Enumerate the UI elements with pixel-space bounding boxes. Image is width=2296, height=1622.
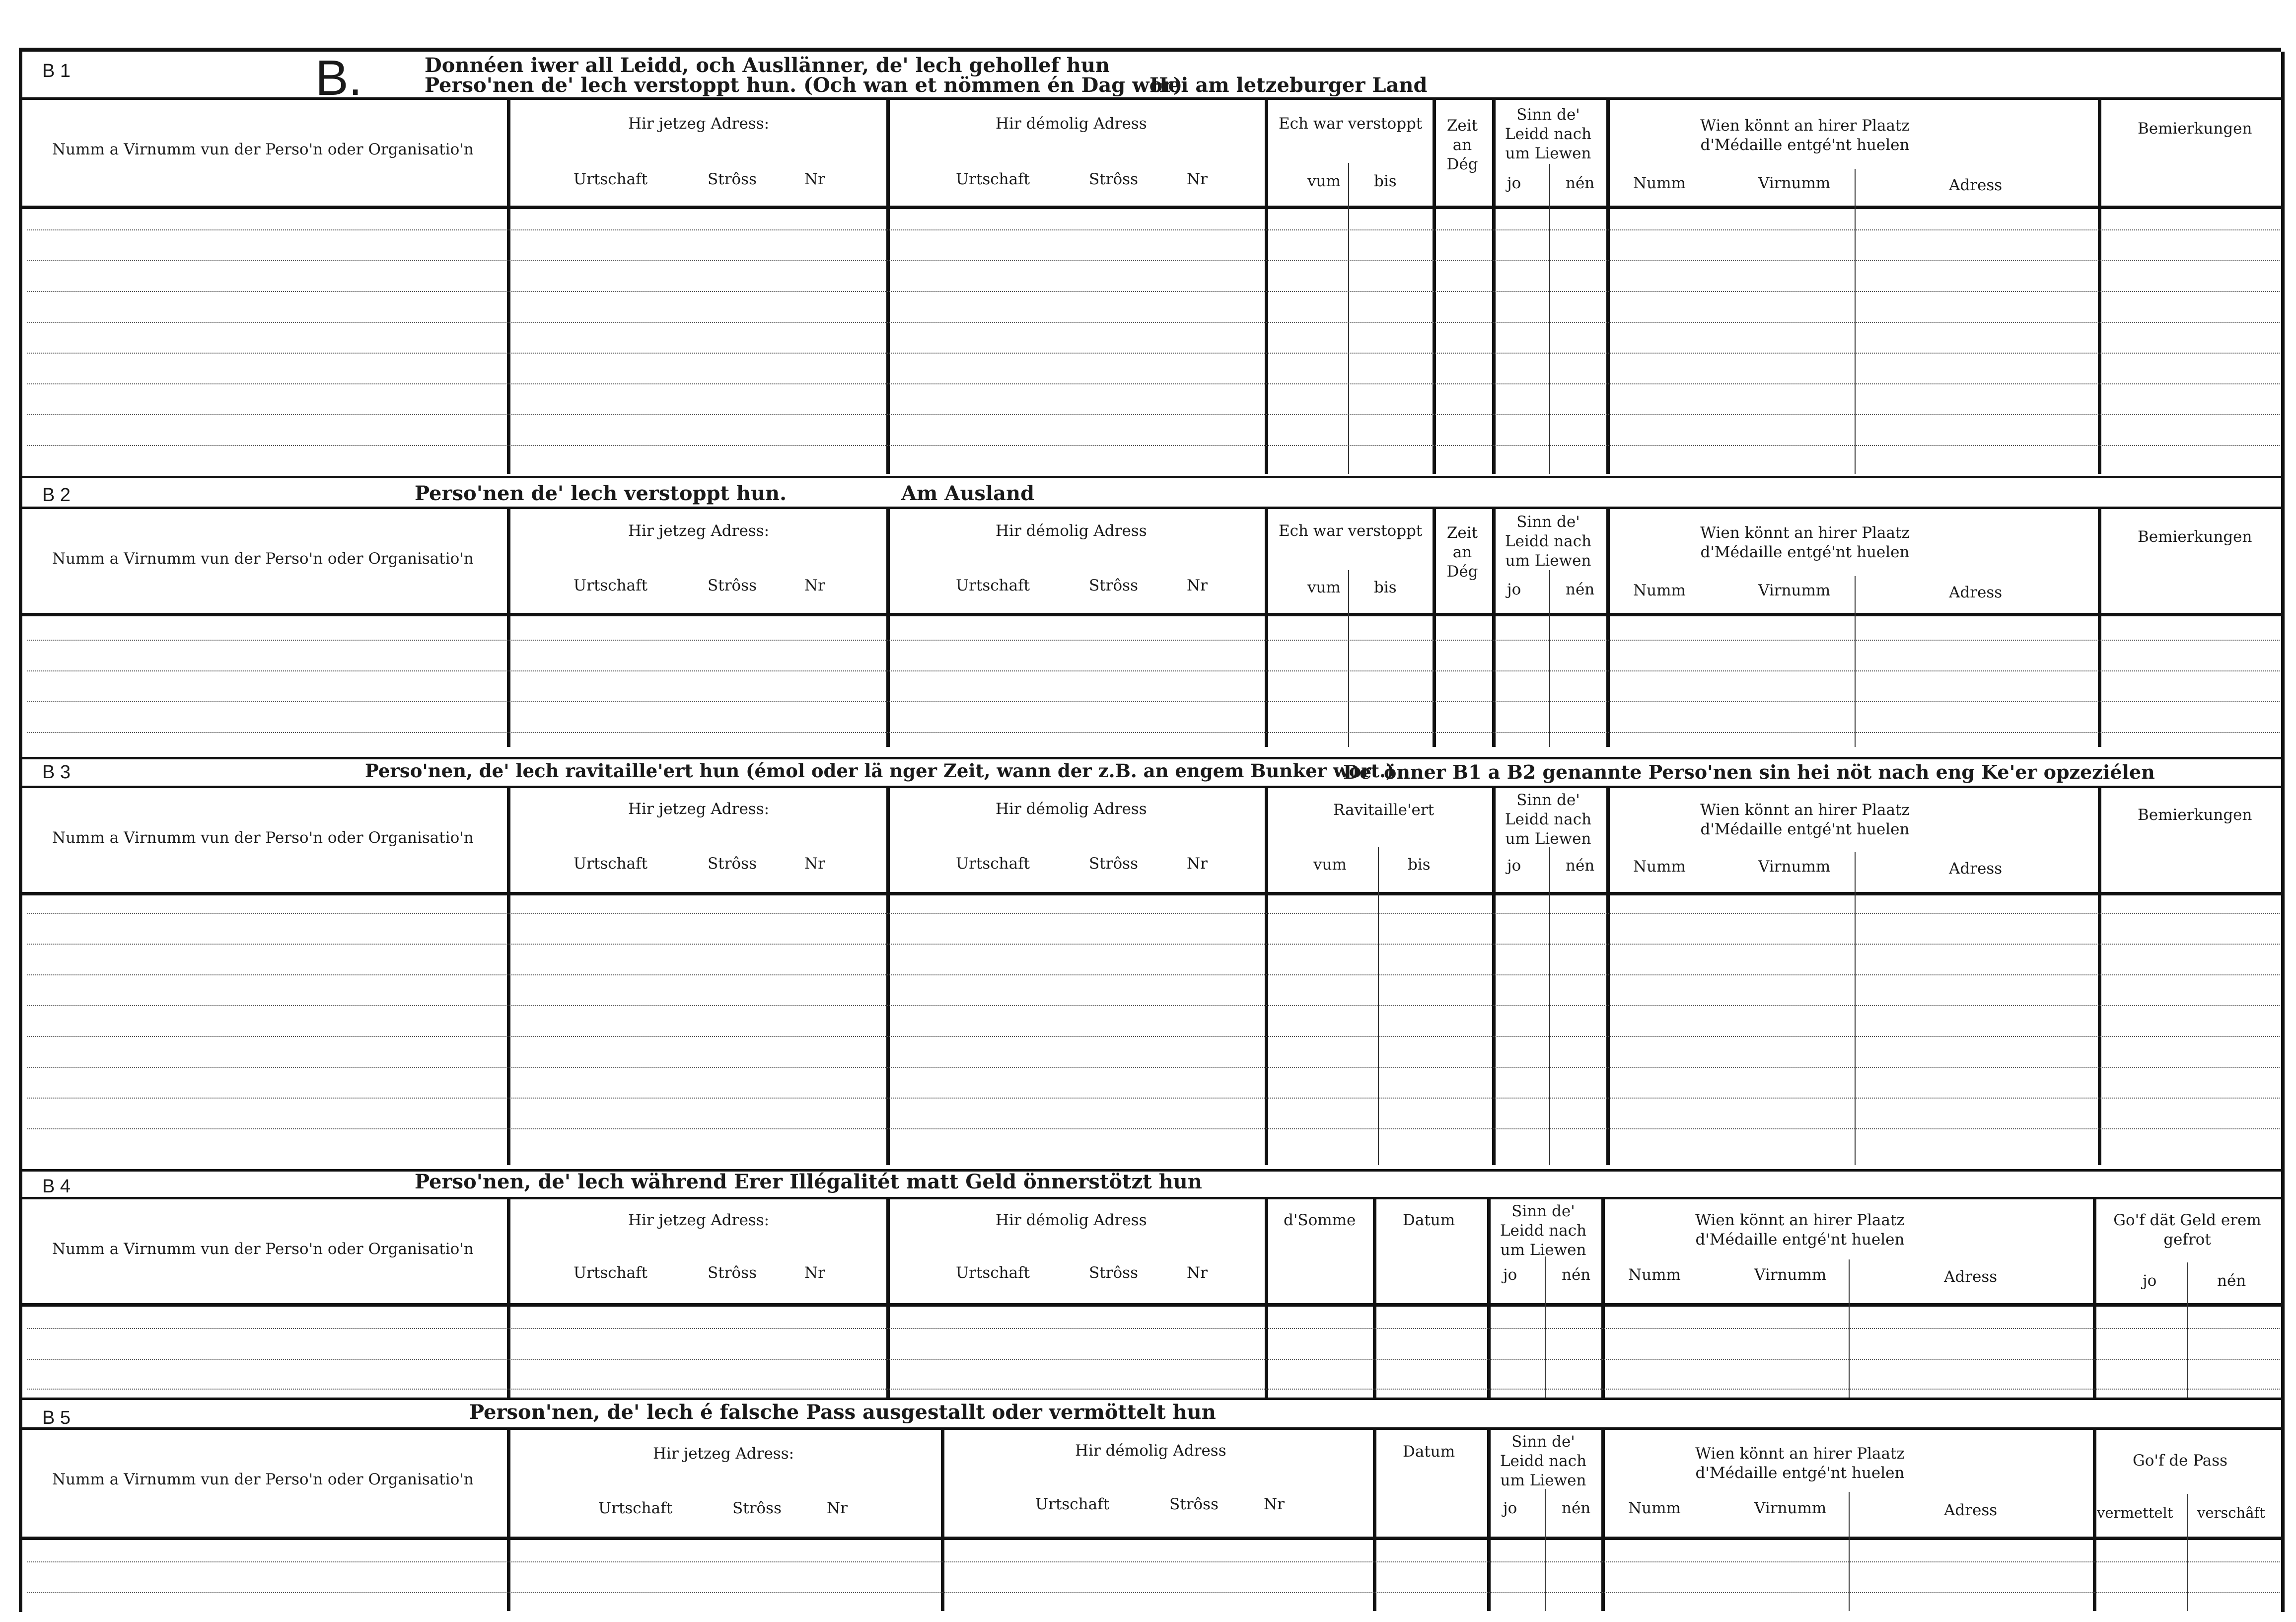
section-heading-line1: Donnéen iwer all Leidd, och Ausllänner, de' lech gehollef hun (425, 54, 1110, 77)
sub-lastname: Numm (1628, 1499, 1681, 1517)
sub-yes: jo (1503, 1266, 1517, 1284)
sub-lastname: Numm (1633, 582, 1686, 599)
sub-street: Strôss (1089, 577, 1138, 594)
section-b2 (22, 479, 2285, 757)
sub-nr: Nr (804, 855, 825, 873)
table-header (22, 1429, 2285, 1540)
col-remarks-header: Bemierkungen (2138, 120, 2252, 138)
sub-to: bis (1374, 579, 1397, 596)
sub-city: Urtschaft (598, 1499, 673, 1517)
section-b4 (22, 1169, 2285, 1398)
col-former-address-header: Hir démolig Adress (996, 800, 1147, 818)
sub-from: vum (1313, 856, 1347, 874)
sub-nr: Nr (1264, 1495, 1285, 1513)
section-b5 (22, 1398, 2285, 1616)
sub-firstname: Virnumm (1758, 174, 1831, 192)
col-current-address-header: Hir jetzeg Adress: (628, 522, 770, 540)
sub-address: Adress (1949, 176, 2003, 194)
section-heading: Perso'nen, de' lech während Erer Illégalitét matt Geld önnerstötzt hun (415, 1170, 1202, 1193)
section-heading: Person'nen, de' lech é falsche Pass ausgestallt oder vermöttelt hun (469, 1401, 1216, 1424)
sub-nr: Nr (804, 170, 825, 188)
section-heading: Perso'nen, de' lech ravitaille'ert hun (émol oder lä nger Zeit, wann der z.B. an engem Bunker wort.) (365, 760, 1395, 782)
sub-issued: verschâft (2197, 1504, 2265, 1521)
col-alive-header: Sinn de' Leidd nach um Liewen (1500, 1202, 1587, 1259)
sub-from: vum (1307, 172, 1341, 190)
sub-no: nén (1562, 1499, 1591, 1517)
col-date-header: Datum (1403, 1211, 1455, 1229)
sub-city: Urtschaft (574, 855, 648, 873)
col-time-header: Zeit an Dég (1446, 117, 1478, 173)
sub-street: Strôss (1089, 1264, 1138, 1282)
sub-city: Urtschaft (956, 577, 1030, 594)
sub-street: Strôss (708, 855, 757, 873)
sub-street: Strôss (708, 1264, 757, 1282)
section-region: Hei am letzeburger Land (1149, 74, 1428, 97)
col-alive-header: Sinn de' Leidd nach um Liewen (1505, 106, 1592, 162)
sub-nr: Nr (1187, 1264, 1208, 1282)
section-code: B 2 (42, 485, 71, 506)
section-b3 (22, 757, 2285, 1174)
col-medal-header: Wien könnt an hirer Plaatz d'Médaille entgé'nt huelen (1700, 117, 1910, 154)
form-letter: B. (315, 50, 362, 106)
col-name-header: Numm a Virnumm vun der Perso'n oder Organisatio'n (52, 1471, 474, 1488)
sub-street: Strôss (1169, 1495, 1219, 1513)
section-code: B 3 (42, 762, 71, 783)
sub-nr: Nr (804, 1264, 825, 1282)
col-former-address-header: Hir démolig Adress (1075, 1442, 1226, 1460)
sub-nr: Nr (1187, 855, 1208, 873)
sub-lastname: Numm (1633, 174, 1686, 192)
section-b1 (22, 52, 2285, 474)
col-supplied-header: Ravitaille'ert (1333, 801, 1435, 819)
col-sum-header: d'Somme (1284, 1211, 1356, 1229)
sub-city: Urtschaft (956, 170, 1030, 188)
sub-no: nén (1566, 174, 1595, 192)
sub-to: bis (1408, 856, 1431, 874)
col-pass-header: Go'f de Pass (2133, 1452, 2228, 1470)
sub-lastname: Numm (1628, 1266, 1681, 1284)
table-body[interactable] (22, 613, 2285, 747)
sub-city: Urtschaft (956, 1264, 1030, 1282)
sub-firstname: Virnumm (1754, 1266, 1827, 1284)
table-body[interactable] (22, 206, 2285, 474)
sub-yes: jo (1507, 174, 1521, 192)
sub-nr: Nr (1187, 170, 1208, 188)
table-header (22, 99, 2285, 209)
col-date-header: Datum (1403, 1443, 1455, 1461)
sub-firstname: Virnumm (1758, 582, 1831, 599)
sub-firstname: Virnumm (1754, 1499, 1827, 1517)
sub-address: Adress (1949, 584, 2003, 601)
col-name-header: Numm a Virnumm vun der Perso'n oder Organisatio'n (52, 141, 474, 158)
col-current-address-header: Hir jetzeg Adress: (628, 800, 770, 818)
sub-nr: Nr (827, 1499, 848, 1517)
sub-yes: jo (2143, 1272, 2157, 1290)
section-heading: Perso'nen de' lech verstoppt hun. (415, 482, 787, 505)
col-medal-header: Wien könnt an hirer Plaatz d'Médaille entgé'nt huelen (1695, 1445, 1905, 1482)
section-code: B 5 (42, 1407, 71, 1428)
col-gift-header: Go'f dät Geld erem gefrot (2113, 1211, 2261, 1249)
col-remarks-header: Bemierkungen (2138, 528, 2252, 546)
col-name-header: Numm a Virnumm vun der Perso'n oder Organisatio'n (52, 1240, 474, 1258)
right-border (2281, 52, 2285, 1612)
sub-no: nén (1562, 1266, 1591, 1284)
sub-city: Urtschaft (956, 855, 1030, 873)
col-former-address-header: Hir démolig Adress (996, 1211, 1147, 1229)
col-name-header: Numm a Virnumm vun der Perso'n oder Organisatio'n (52, 550, 474, 568)
table-header (22, 509, 2285, 616)
sub-address: Adress (1944, 1268, 1998, 1286)
col-time-header: Zeit an Dég (1446, 524, 1478, 581)
table-body[interactable] (22, 892, 2285, 1165)
section-heading-line2: Perso'nen de' lech verstoppt hun. (Och wan et nömmen én Dag wor) (425, 74, 1183, 97)
sub-street: Strôss (1089, 855, 1138, 873)
sub-no: nén (1566, 857, 1595, 875)
col-medal-header: Wien könnt an hirer Plaatz d'Médaille entgé'nt huelen (1700, 524, 1910, 561)
sub-street: Strôss (708, 170, 757, 188)
table-header (22, 1199, 2285, 1307)
col-alive-header: Sinn de' Leidd nach um Liewen (1505, 791, 1592, 848)
sub-no: nén (2217, 1272, 2246, 1290)
table-body[interactable] (22, 1537, 2285, 1611)
sub-street: Strôss (732, 1499, 782, 1517)
col-former-address-header: Hir démolig Adress (996, 115, 1147, 133)
col-alive-header: Sinn de' Leidd nach um Liewen (1500, 1433, 1587, 1489)
sub-yes: jo (1507, 857, 1521, 875)
sub-address: Adress (1944, 1501, 1998, 1519)
sub-no: nén (1566, 581, 1595, 598)
sub-city: Urtschaft (574, 170, 648, 188)
col-name-header: Numm a Virnumm vun der Perso'n oder Organisatio'n (52, 829, 474, 847)
sub-yes: jo (1507, 581, 1521, 598)
sub-city: Urtschaft (574, 1264, 648, 1282)
form-sheet (19, 48, 2281, 1612)
section-code: B 1 (42, 61, 71, 81)
sub-city: Urtschaft (574, 577, 648, 594)
table-header (22, 788, 2285, 895)
col-former-address-header: Hir démolig Adress (996, 522, 1147, 540)
sub-yes: jo (1503, 1499, 1517, 1517)
sub-to: bis (1374, 172, 1397, 190)
table-body[interactable] (22, 1303, 2285, 1398)
col-current-address-header: Hir jetzeg Adress: (628, 115, 770, 133)
section-region: Am Ausland (901, 482, 1035, 505)
sub-mediated: vermettelt (2097, 1504, 2173, 1521)
col-period-header: Ech war verstoppt (1279, 115, 1423, 133)
sub-from: vum (1307, 579, 1341, 596)
col-alive-header: Sinn de' Leidd nach um Liewen (1505, 513, 1592, 570)
col-medal-header: Wien könnt an hirer Plaatz d'Médaille entgé'nt huelen (1695, 1211, 1905, 1249)
sub-nr: Nr (1187, 577, 1208, 594)
sub-street: Strôss (708, 577, 757, 594)
col-remarks-header: Bemierkungen (2138, 806, 2252, 824)
sub-lastname: Numm (1633, 858, 1686, 876)
sub-city: Urtschaft (1035, 1495, 1110, 1513)
section-note: De' önner B1 a B2 genannte Perso'nen sin hei nöt nach eng Ke'er opzeziélen (1343, 761, 2155, 783)
sub-address: Adress (1949, 860, 2003, 878)
col-current-address-header: Hir jetzeg Adress: (628, 1211, 770, 1229)
col-current-address-header: Hir jetzeg Adress: (653, 1445, 794, 1463)
col-medal-header: Wien könnt an hirer Plaatz d'Médaille entgé'nt huelen (1700, 801, 1910, 838)
sub-nr: Nr (804, 577, 825, 594)
sub-street: Strôss (1089, 170, 1138, 188)
sub-firstname: Virnumm (1758, 858, 1831, 876)
col-period-header: Ech war verstoppt (1279, 522, 1423, 540)
section-code: B 4 (42, 1176, 71, 1197)
